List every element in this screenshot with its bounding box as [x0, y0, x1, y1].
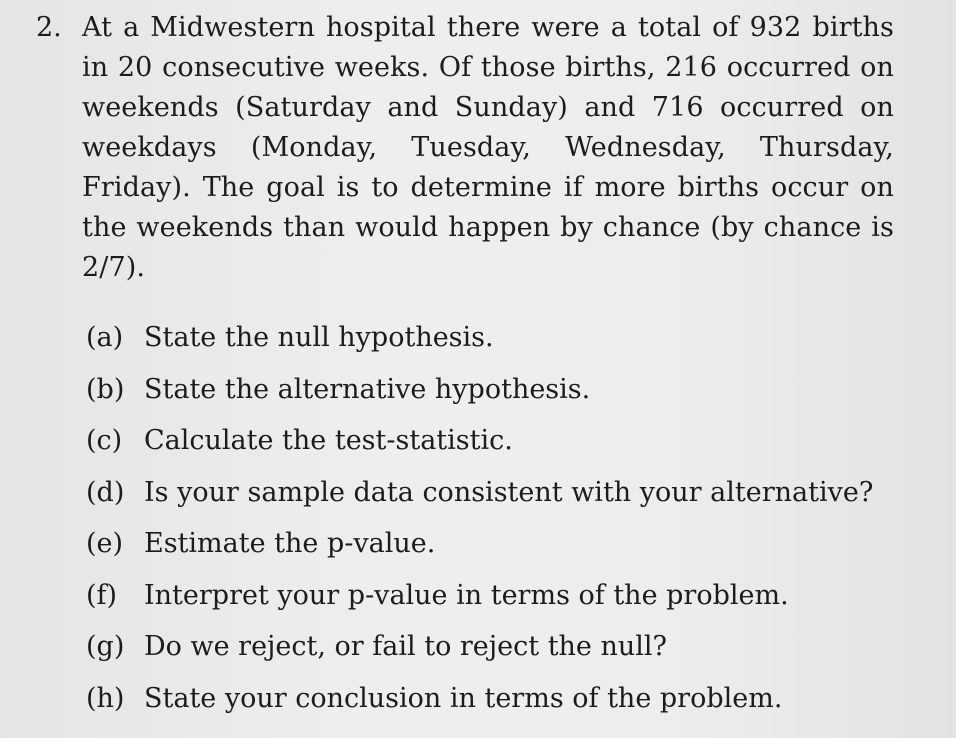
question-item	[86, 312, 946, 364]
question-label: (b)	[86, 373, 125, 405]
question-item	[86, 467, 946, 519]
question-text: State the alternative hypothesis.	[144, 373, 591, 405]
question-text: Do we reject, or fail to reject the null?	[144, 631, 668, 663]
question-text: Is your sample data consistent with your alternative?	[144, 476, 874, 508]
question-item	[86, 415, 946, 467]
question-label: (d)	[86, 476, 125, 508]
question-text: Interpret your p-value in terms of the problem.	[144, 579, 789, 611]
question-item	[86, 621, 946, 673]
problem-number: 2.	[36, 12, 62, 43]
question-text: State your conclusion in terms of the problem.	[144, 682, 783, 714]
question-item	[86, 570, 946, 622]
question-text: State the null hypothesis.	[144, 322, 494, 354]
question-text: Calculate the test-statistic.	[144, 425, 513, 457]
question-list	[86, 312, 946, 724]
question-label: (f)	[86, 579, 118, 611]
question-item	[86, 518, 946, 570]
question-label: (g)	[86, 631, 125, 663]
question-label: (e)	[86, 528, 124, 560]
problem-statement: At a Midwestern hospital there were a total of 932 births in 20 consecutive weeks. Of those births, 216 occurred on weekends (Saturday and Sunday) and 716 occurred on weekdays (Monday, Tuesday, Wednesday, Thursday, Friday). The goal is to determine if more births occur on the weekends than would happen by chance (by chance is 2/7).	[82, 12, 894, 283]
question-label: (c)	[86, 425, 123, 457]
question-item	[86, 673, 946, 725]
question-label: (h)	[86, 682, 125, 714]
question-label: (a)	[86, 322, 124, 354]
question-text: Estimate the p-value.	[144, 528, 436, 560]
question-item	[86, 364, 946, 416]
